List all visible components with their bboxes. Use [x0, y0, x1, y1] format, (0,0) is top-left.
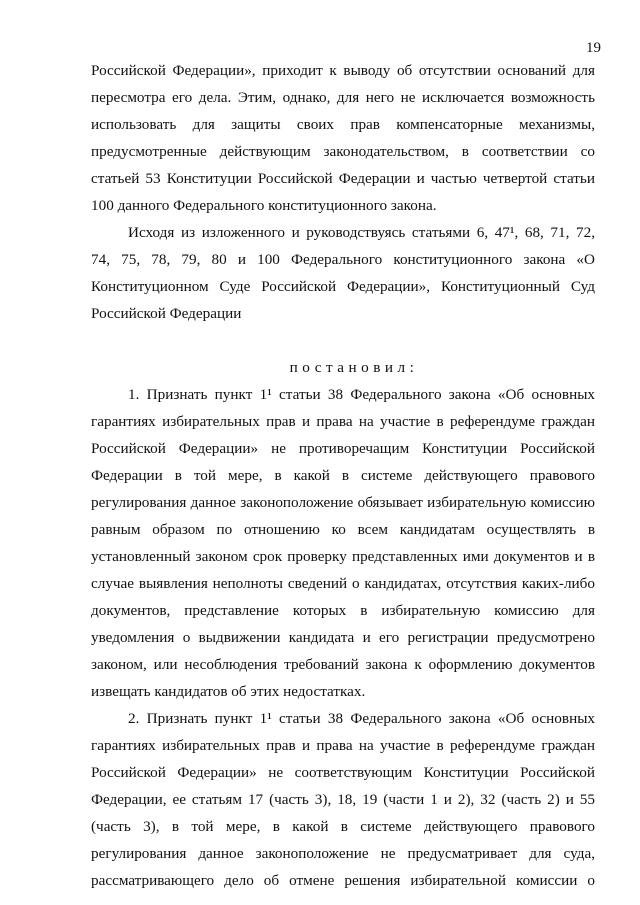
- text-line: гарантиях избирательных прав и права на участие в референдуме граждан: [91, 413, 595, 430]
- text-line: извещать кандидатов об этих недостатках.: [91, 683, 366, 700]
- document-body: [91, 57, 595, 894]
- text-line: Российской Федерации: [91, 305, 242, 322]
- text-line: Федерации, ее статьям 17 (часть 3), 18, 19 (части 1 и 2), 32 (часть 2) и 55: [91, 791, 595, 808]
- text-line: регулирования данное законоположение не предусматривает для суда,: [91, 845, 595, 862]
- text-line: 100 данного Федерального конституционного закона.: [91, 197, 437, 214]
- page-number: 19: [586, 40, 601, 56]
- text-line: Российской Федерации», приходит к выводу об отсутствии оснований для: [91, 62, 595, 79]
- text-line: предусмотренные действующим законодательством, в соответствии со: [91, 143, 595, 160]
- paragraph-first-line: 1. Признать пункт 1¹ статьи 38 Федерального закона «Об основных: [128, 386, 595, 403]
- text-line: 74, 75, 78, 79, 80 и 100 Федерального конституционного закона «О: [91, 251, 595, 268]
- text-line: рассматривающего дело об отмене решения избирательной комиссии о: [91, 872, 595, 889]
- resolution-heading: постановил:: [289, 359, 419, 376]
- text-line: равным образом по отношению ко всем кандидатам осуществлять в: [91, 521, 595, 538]
- text-line: пересмотра его дела. Этим, однако, для него не исключается возможность: [91, 89, 595, 106]
- text-line: гарантиях избирательных прав и права на участие в референдуме граждан: [91, 737, 595, 754]
- text-line: документов, представление которых в избирательную комиссию для: [91, 602, 595, 619]
- text-line: (часть 3), в той мере, в какой в системе действующего правового: [91, 818, 595, 835]
- text-line: уведомления о выдвижении кандидата и его регистрации предусмотрено: [91, 629, 595, 646]
- text-line: случае выявления неполноты сведений о кандидатах, отсутствия каких-либо: [91, 575, 595, 592]
- text-line: установленный законом срок проверку представленных ими документов и в: [91, 548, 595, 565]
- text-line: Конституционном Суде Российской Федерации», Конституционный Суд: [91, 278, 595, 295]
- spacer: [91, 327, 595, 354]
- text-line: законом, или несоблюдения требований закона к оформлению документов: [91, 656, 595, 673]
- text-line: статьей 53 Конституции Российской Федерации и частью четвертой статьи: [91, 170, 595, 187]
- text-line: Федерации в той мере, в какой в системе действующего правового: [91, 467, 595, 484]
- text-line: Российской Федерации» не противоречащим Конституции Российской: [91, 440, 595, 457]
- text-line: Российской Федерации» не соответствующим Конституции Российской: [91, 764, 595, 781]
- text-line: регулирования данное законоположение обязывает избирательную комиссию: [91, 494, 595, 511]
- paragraph-first-line: Исходя из изложенного и руководствуясь статьями 6, 47¹, 68, 71, 72,: [128, 224, 595, 241]
- text-line: использовать для защиты своих прав компенсаторные механизмы,: [91, 116, 595, 133]
- paragraph-first-line: 2. Признать пункт 1¹ статьи 38 Федерального закона «Об основных: [128, 710, 595, 727]
